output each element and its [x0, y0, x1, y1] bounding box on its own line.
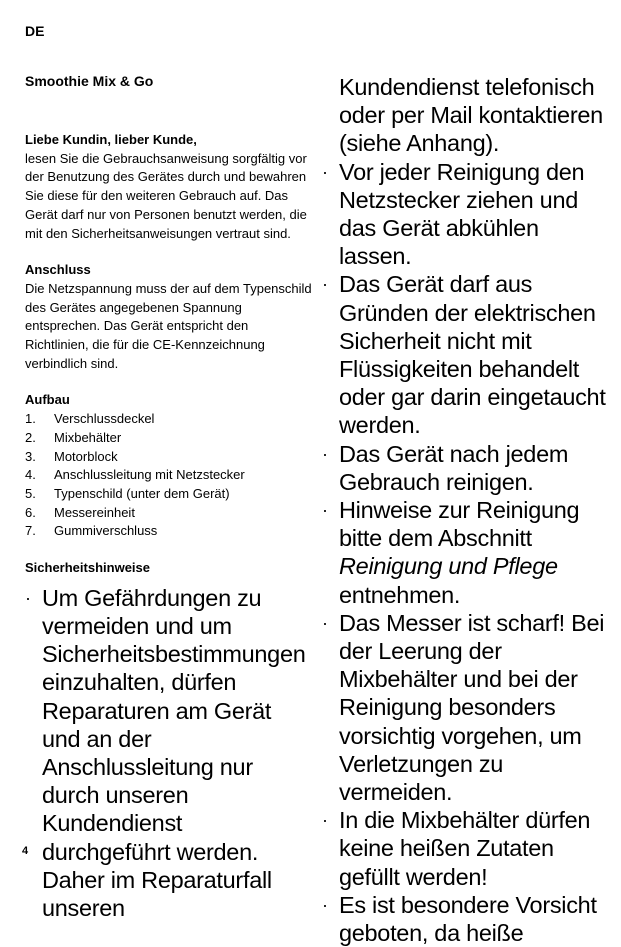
emphasis-reinigung: Reinigung und Pflege: [339, 553, 558, 580]
right-column: [322, 73, 612, 947]
intro-text: lesen Sie die Gebrauchsanweisung sorgfältig vor der Benutzung des Gerätes durch und bewahren Sie diese für den weiteren Gebrauch auf. Das Gerät darf nur von Personen benutzt werden, die mit den Sicherheitsanweisungen vertraut sind.: [25, 150, 307, 241]
list-item: 5. Typenschild (unter dem Gerät): [25, 485, 230, 501]
anschluss-text: Die Netzspannung muss der auf dem Typenschild des Gerätes angegebenen Spannung entsprechen. Das Gerät entspricht den Richtlinien, die für die CE-Kennzeichnung verbindlich sind.: [25, 280, 312, 371]
safety-bullet-4: · Das Gerät nach jedem Gebrauch reinigen.: [322, 440, 569, 495]
safety-heading: Sicherheitshinweise: [25, 560, 150, 576]
list-item: 6. Messereinheit: [25, 504, 135, 520]
safety-bullet-2: · Vor jeder Reinigung den Netzstecker ziehen und das Gerät abkühlen lassen.: [322, 158, 585, 270]
safety-bullet-7: · In die Mixbehälter dürfen keine heißen Zutaten gefüllt werden!: [322, 807, 591, 890]
list-item: 4. Anschlussleitung mit Netzstecker: [25, 467, 245, 483]
safety-bullet-8: · Es ist besondere Vorsicht geboten, da heiße: [322, 891, 597, 947]
document-title: Smoothie Mix & Go: [25, 73, 154, 89]
list-item: 2. Mixbehälter: [25, 429, 122, 445]
list-item: 3. Motorblock: [25, 448, 118, 464]
intro-section: [25, 131, 315, 243]
aufbau-section: [25, 391, 315, 541]
anschluss-heading: Anschluss: [25, 262, 91, 278]
safety-bullet-5: · Hinweise zur Reinigung bitte dem Abschnitt Reinigung und Pflege entnehmen.: [322, 497, 580, 608]
page-number: 4: [22, 845, 29, 857]
list-item: 1. Verschlussdeckel: [25, 411, 155, 427]
safety-bullet-3: · Das Gerät darf aus Gründen der elektrischen Sicherheit nicht mit Flüssigkeiten behandelt oder gar darin eingetaucht werden.: [322, 271, 606, 439]
list-item: 7. Gummiverschluss: [25, 523, 158, 539]
safety-bullet-1-continued: Kundendienst telefonisch oder per Mail kontaktieren (siehe Anhang).: [339, 74, 603, 157]
anschluss-section: [25, 261, 315, 373]
safety-bullet-1: · Um Gefährdungen zu vermeiden und um Sicherheitsbestimmungen einzuhalten, dürfen Reparaturen am Gerät und an der Anschlussleitung nur durch unseren Kundendienst durchgeführt werden. Daher im Reparaturfall unseren: [25, 584, 306, 921]
left-column: [25, 131, 315, 922]
greeting: Liebe Kundin, lieber Kunde,: [25, 132, 197, 147]
safety-bullet-6: · Das Messer ist scharf! Bei der Leerung der Mixbehälter und bei der Reinigung besonders vorsichtig vorgehen, um Verletzungen zu vermeiden.: [322, 609, 605, 806]
aufbau-heading: Aufbau: [25, 392, 70, 408]
aufbau-list: [25, 410, 315, 541]
language-label: DE: [25, 23, 45, 39]
